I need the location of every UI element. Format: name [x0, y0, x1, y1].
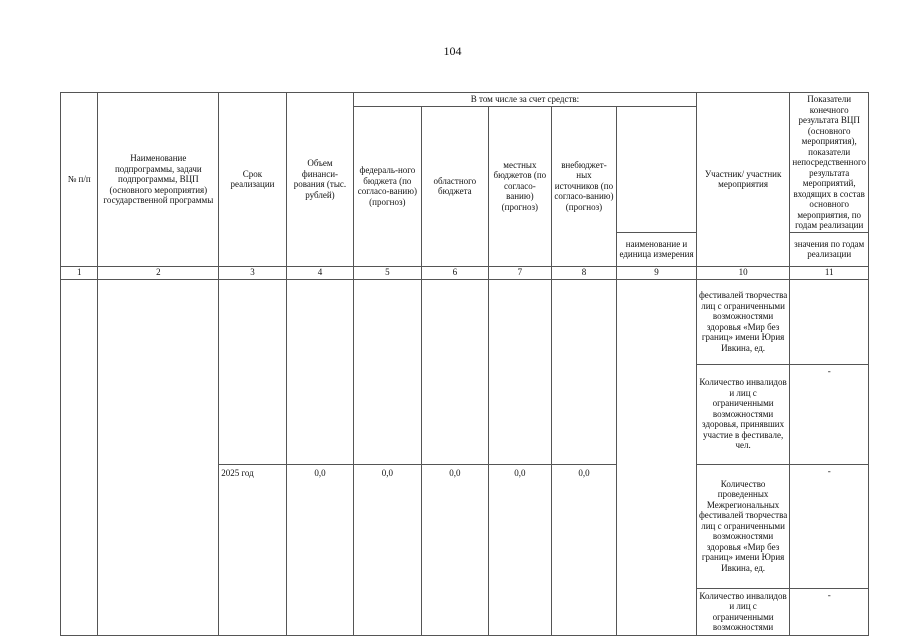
column-number: 8 — [551, 266, 617, 279]
header-col-name: Наименование подпрограммы, задачи подпрограммы, ВЦП (основного мероприятия) государственной программы — [98, 93, 219, 267]
cell-volume — [286, 279, 353, 464]
header-col-ind-values: значения по годам реализации — [790, 232, 869, 266]
indicator-value: - — [790, 464, 869, 588]
header-group-indicators: Показатели конечного результата ВЦП (основного мероприятия), показатели непосредственного результата мероприятий, входящих в состав основного мероприятия, по годам реализации — [790, 93, 869, 233]
cell-volume: 0,0 — [286, 464, 353, 635]
column-number: 7 — [489, 266, 552, 279]
header-col-volume: Объем финанси-рования (тыс. рублей) — [286, 93, 353, 267]
table-row — [61, 279, 869, 364]
cell-local — [489, 279, 552, 464]
header-col-term: Срок реализации — [219, 93, 287, 267]
cell-federal: 0,0 — [354, 464, 421, 635]
indicator-value: - — [790, 364, 869, 464]
indicator-value: - — [790, 588, 869, 635]
header-col-ind-name: наименование и единица измерения — [617, 232, 697, 266]
header-col-federal: федераль-ного бюджета (по согласо-ванию) (прогноз) — [354, 106, 421, 266]
cell-name — [98, 279, 219, 635]
indicator-name: Количество инвалидов и лиц с ограниченными возможностями здоровья, принявших участие в фестивале, чел. — [696, 364, 790, 464]
header-col-regional: областного бюджета — [421, 106, 489, 266]
indicator-name: фестивалей творчества лиц с ограниченными возможностями здоровья «Мир без границ» имени Юрия Ивкина, ед. — [696, 279, 790, 364]
column-number: 11 — [790, 266, 869, 279]
header-group-sources: В том числе за счет средств: — [354, 93, 697, 107]
header-col-participant: Участник/ участник мероприятия — [696, 93, 790, 267]
cell-year — [219, 279, 287, 464]
column-number: 1 — [61, 266, 98, 279]
indicator-name: Количество проведенных Межрегиональных фестивалей творчества лиц с ограниченными возможностями здоровья «Мир без границ» имени Юрия Ивкина, ед. — [696, 464, 790, 588]
column-number: 9 — [617, 266, 697, 279]
column-number: 3 — [219, 266, 287, 279]
column-number: 4 — [286, 266, 353, 279]
header-col-no: № п/п — [61, 93, 98, 267]
header-col-extra: внебюджет-ных источников (по согласо-ванию) (прогноз) — [551, 106, 617, 266]
financing-table — [60, 92, 869, 636]
header-col-local: местных бюджетов (по согласо-ванию) (прогноз) — [489, 106, 552, 266]
column-numbers-row — [61, 266, 869, 279]
indicator-value — [790, 279, 869, 364]
cell-regional — [421, 279, 489, 464]
cell-participant — [617, 279, 697, 635]
column-number: 6 — [421, 266, 489, 279]
cell-regional: 0,0 — [421, 464, 489, 635]
column-number: 5 — [354, 266, 421, 279]
cell-no — [61, 279, 98, 635]
cell-federal — [354, 279, 421, 464]
cell-extra: 0,0 — [551, 464, 617, 635]
column-number: 2 — [98, 266, 219, 279]
page-number: 104 — [443, 44, 462, 58]
cell-extra — [551, 279, 617, 464]
indicator-name: Количество инвалидов и лиц с ограниченными возможностями — [696, 588, 790, 635]
cell-year: 2025 год — [219, 464, 287, 635]
column-number: 10 — [696, 266, 790, 279]
cell-local: 0,0 — [489, 464, 552, 635]
